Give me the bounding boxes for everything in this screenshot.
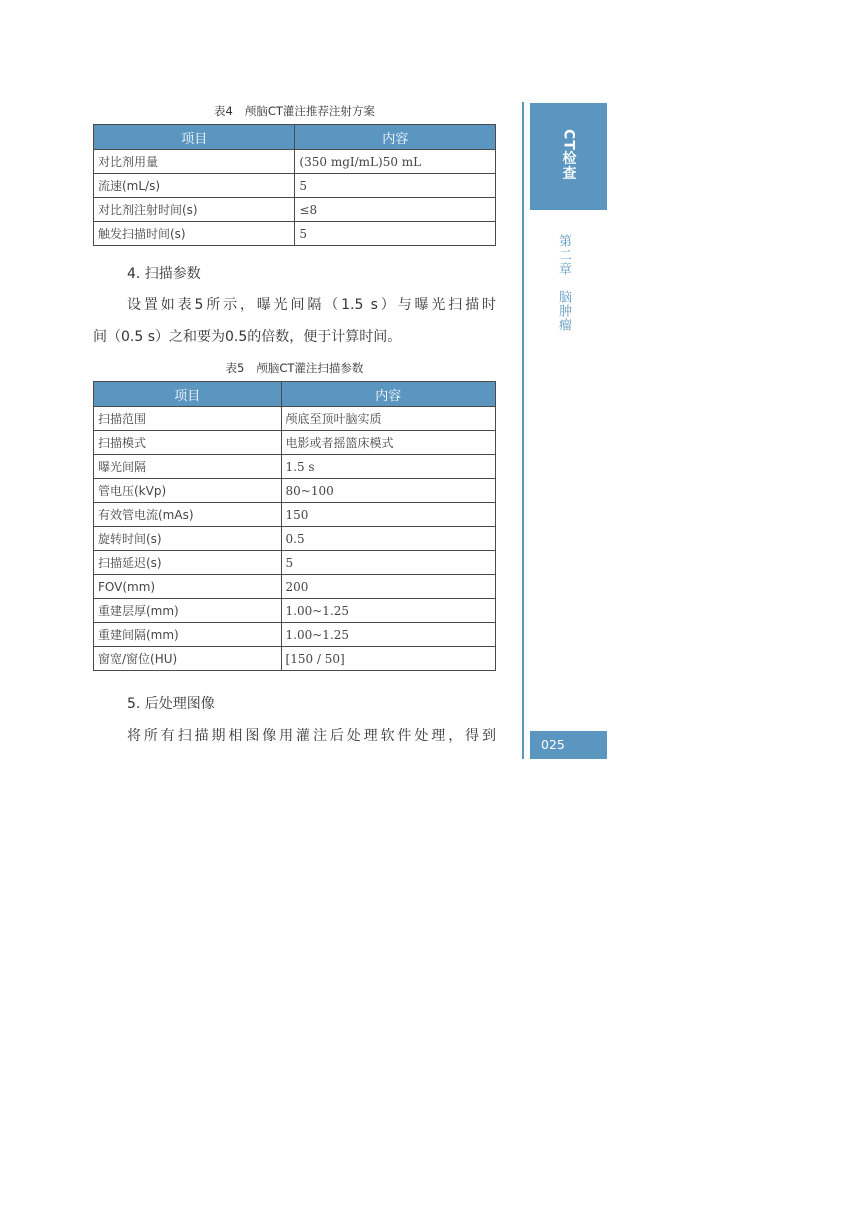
chapter-title: 脑肿瘤	[556, 290, 571, 332]
table-cell-item: 旋转时间(s)	[94, 527, 282, 551]
section5-paragraph	[93, 720, 496, 752]
table-row	[94, 551, 496, 575]
table-row	[94, 479, 496, 503]
table-cell-value: 1.00~1.25	[281, 623, 495, 647]
table-cell-value: 颅底至顶叶脑实质	[281, 407, 495, 431]
table-cell-item: 有效管电流(mAs)	[94, 503, 282, 527]
table-row	[94, 647, 496, 671]
table-row	[94, 198, 496, 222]
paragraph-line: 将所有扫描期相图像用灌注后处理软件处理，得到	[127, 728, 496, 744]
table4	[93, 124, 496, 246]
table-cell-value: 电影或者摇篮床模式	[281, 431, 495, 455]
paragraph-line: 设置如表5所示，曝光间隔（1.5 s）与曝光扫描时	[127, 297, 496, 313]
table-row	[94, 575, 496, 599]
table-row	[94, 527, 496, 551]
table-cell-value: 5	[281, 551, 495, 575]
section5-heading: 5. 后处理图像	[127, 696, 215, 712]
table-cell-item: FOV(mm)	[94, 575, 282, 599]
margin-divider	[522, 102, 524, 759]
page-number: 025	[530, 731, 607, 759]
table-row	[94, 431, 496, 455]
table-cell-value: 1.5 s	[281, 455, 495, 479]
table-cell-item: 重建层厚(mm)	[94, 599, 282, 623]
table5-number: 表5	[225, 361, 245, 375]
table-cell-item: 对比剂注射时间(s)	[94, 198, 295, 222]
table-cell-value: ≤8	[295, 198, 496, 222]
table-row	[94, 623, 496, 647]
table-cell-value: [150 / 50]	[281, 647, 495, 671]
table-row	[94, 174, 496, 198]
table-cell-value: 200	[281, 575, 495, 599]
table-cell-value: 150	[281, 503, 495, 527]
table-row	[94, 599, 496, 623]
table-row	[94, 455, 496, 479]
table-cell-item: 触发扫描时间(s)	[94, 222, 295, 246]
paragraph-line: 间（0.5 s）之和要为0.5的倍数，便于计算时间。	[93, 329, 402, 345]
section4-heading: 4. 扫描参数	[127, 266, 201, 282]
table-cell-value: 0.5	[281, 527, 495, 551]
table4-header-row	[94, 125, 496, 150]
table-cell-value: (350 mgI/mL)50 mL	[295, 150, 496, 174]
table-cell-item: 对比剂用量	[94, 150, 295, 174]
chapter-number: 第二章	[556, 234, 571, 276]
table4-header-item: 项目	[94, 125, 295, 150]
table-cell-item: 重建间隔(mm)	[94, 623, 282, 647]
table4-number: 表4	[214, 104, 233, 118]
table-cell-item: 曝光间隔	[94, 455, 282, 479]
table5-caption	[93, 360, 496, 376]
table-cell-item: 扫描范围	[94, 407, 282, 431]
table-cell-item: 管电压(kVp)	[94, 479, 282, 503]
table5	[93, 381, 496, 671]
table-row	[94, 222, 496, 246]
section-tab-label: CT检查	[560, 129, 577, 181]
table-cell-value: 5	[295, 174, 496, 198]
table-cell-item: 流速(mL/s)	[94, 174, 295, 198]
table4-header-content: 内容	[295, 125, 496, 150]
table-cell-item: 扫描延迟(s)	[94, 551, 282, 575]
table-cell-value: 5	[295, 222, 496, 246]
table-row	[94, 407, 496, 431]
section4-paragraph	[93, 289, 496, 353]
table5-title: 颅脑CT灌注扫描参数	[256, 361, 364, 375]
table-cell-value: 80~100	[281, 479, 495, 503]
table5-header-row	[94, 382, 496, 407]
table-cell-item: 窗宽/窗位(HU)	[94, 647, 282, 671]
chapter-label	[554, 234, 573, 332]
section-tab	[530, 103, 607, 210]
table5-header-content: 内容	[281, 382, 495, 407]
table-cell-value: 1.00~1.25	[281, 599, 495, 623]
table5-header-item: 项目	[94, 382, 282, 407]
table-cell-item: 扫描模式	[94, 431, 282, 455]
table-row	[94, 503, 496, 527]
table4-title: 颅脑CT灌注推荐注射方案	[244, 104, 375, 118]
table-row	[94, 150, 496, 174]
table4-caption	[93, 103, 496, 119]
